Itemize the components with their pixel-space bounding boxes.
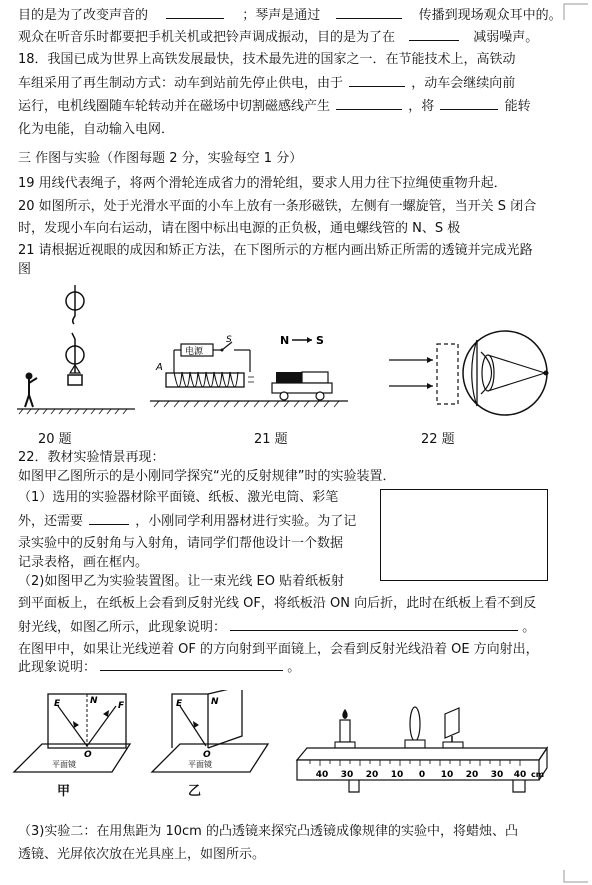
text-line-20: 到平面板上，在纸板上会看到反射光线 OF，将纸板沿 ON 向后折，此时在纸板上看不到反 — [18, 596, 537, 611]
section-heading: 三 作图与实验（作图每题 2 分，实验每空 1 分） — [18, 151, 303, 166]
solenoid-coil — [174, 372, 238, 387]
label-f: F — [118, 701, 125, 711]
caption-yi: 乙 — [188, 784, 202, 799]
label-e: E — [54, 699, 61, 709]
text: 此现象说明： — [18, 660, 97, 675]
label-n: N — [90, 696, 98, 706]
text: 。 — [522, 620, 536, 635]
label-o: O — [203, 750, 211, 760]
scale-label: 30 — [340, 770, 354, 780]
caption-jia: 甲 — [57, 784, 71, 799]
text: 减弱噪声。 — [473, 30, 539, 45]
text: 运行，电机线圈随车轮转动并在磁场中切割磁感线产生 — [18, 99, 331, 114]
point-a-label: A — [156, 362, 163, 373]
mirror-label: 平面镜 — [52, 760, 76, 769]
answer-blank[interactable] — [89, 512, 129, 525]
answer-blank[interactable] — [336, 6, 402, 19]
text-line-23 — [18, 658, 300, 676]
answer-blank[interactable] — [409, 28, 459, 41]
corner-mark-top-right — [560, 0, 592, 22]
answer-blank[interactable] — [349, 74, 405, 87]
text-line-17: 录实验中的反射角与入射角，请同学们帮他设计一个数据 — [18, 536, 344, 551]
data-table-box[interactable] — [380, 489, 548, 581]
question-22-intro: 如图甲乙图所示的是小刚同学探究“光的反射规律”时的实验装置． — [18, 469, 396, 484]
text: 射光线，如图乙所示，此现象说明： — [18, 620, 227, 635]
answer-blank[interactable] — [100, 658, 283, 671]
answer-blank[interactable] — [440, 97, 498, 110]
optical-bench-figure — [295, 700, 560, 800]
text: 车组采用了再生制动方式：动车到站前先停止供电，由于 — [18, 76, 344, 91]
question-22-part3: （3)实验二：在用焦距为 10cm 的凸透镜来探究凸透镜成像规律的实验中，将蜡烛、凸 — [18, 824, 518, 839]
scale-label: 40 — [315, 770, 329, 780]
magnet-n-end — [276, 372, 302, 383]
label-e: E — [176, 699, 183, 709]
mirror-label: 平面镜 — [188, 760, 212, 769]
text: ，动车会继续向前 — [411, 76, 516, 91]
text-line-5 — [18, 97, 531, 115]
pulley-figure — [15, 283, 145, 423]
caption-fig-21: 21 题 — [254, 432, 288, 447]
text-line-21 — [18, 618, 535, 636]
magnet-s-label: S — [316, 334, 324, 347]
question-22-part1: （1）选用的实验器材除平面镜、纸板、激光电筒、彩笔 — [18, 490, 339, 505]
switch-label: S — [226, 335, 232, 345]
question-18: 18．我国已成为世界上高铁发展最快，技术最先进的国家之一．在节能技术上，高铁动 — [18, 52, 516, 67]
question-21: 21 请根据近视眼的成因和矫正方法，在下图所示的方框内画出矫正所需的透镜并完成光路 — [18, 243, 533, 258]
text: 目的是为了改变声音的 — [18, 8, 149, 23]
label-o: O — [84, 750, 92, 760]
scale-label: 30 — [490, 770, 504, 780]
corner-mark-bottom-right — [560, 868, 592, 885]
scale-label: 10 — [390, 770, 404, 780]
question-20: 20 如图所示，处于光滑水平面的小车上放有一条形磁铁，左侧有一螺旋管，当开关 S 闭合 — [18, 199, 537, 214]
candle — [340, 720, 350, 742]
eyeball — [463, 331, 547, 415]
answer-blank[interactable] — [336, 97, 402, 110]
text: ，小刚同学利用器材进行实验。为了记 — [135, 514, 357, 529]
text: 外，还需要 — [18, 514, 84, 529]
text: 观众在听音乐时都要把手机关机或把铃声调成振动，目的是为了在 — [18, 30, 396, 45]
text-line-25: 透镜、光屏依次放在光具座上，如图所示。 — [18, 847, 266, 862]
text-line-22: 在图甲中，如果让光线逆着 OF 的方向射到平面镜上，会看到反射光线沿着 OE 方向射出， — [18, 642, 539, 657]
caption-fig-20: 20 题 — [38, 432, 72, 447]
cart — [272, 383, 332, 393]
magnet-n-label: N — [280, 334, 290, 347]
scale-label: 20 — [465, 770, 479, 780]
text: ；琴声是通过 — [242, 8, 321, 23]
question-22: 22．教材实验情景再现： — [18, 450, 165, 465]
answer-blank[interactable] — [166, 6, 224, 19]
label-n: N — [211, 697, 219, 707]
text-line-4 — [18, 74, 515, 92]
light-screen — [445, 708, 459, 738]
text: 能转 — [504, 99, 531, 114]
question-20-cont: 时，发现小车向右运动，请在图中标出电源的正负极，通电螺线管的 N、S 极 — [18, 221, 461, 236]
eye-figure — [385, 330, 560, 420]
text-line-6: 化为电能，自动输入电网． — [18, 122, 175, 137]
convex-lens — [410, 707, 420, 741]
lens-box — [437, 344, 458, 404]
text: 传播到现场观众耳中的。 — [418, 8, 562, 23]
question-21-cont: 图 — [18, 262, 32, 277]
scale-label: 10 — [440, 770, 454, 780]
mirror-figure-yi — [150, 690, 280, 790]
text-line-18: 记录表格，画在框内。 — [18, 555, 149, 570]
text-line-1 — [18, 6, 562, 24]
magnet-s-end — [302, 372, 328, 383]
scale-unit: cm — [531, 770, 545, 779]
scale-label: 20 — [365, 770, 379, 780]
scale-label: 0 — [418, 770, 426, 780]
mirror-figure-jia — [12, 690, 142, 790]
text: ，将 — [408, 99, 435, 114]
scale-label: 40 — [513, 770, 527, 780]
question-22-part1-cont — [18, 512, 356, 530]
question-22-part2: （2)如图甲乙为实验装置图。让一束光线 EO 贴着纸板射 — [18, 574, 345, 589]
power-label: 电源 — [185, 347, 204, 357]
question-19: 19 用线代表绳子，将两个滑轮连成省力的滑轮组，要求人用力往下拉绳使重物升起． — [18, 176, 507, 191]
caption-fig-22: 22 题 — [421, 432, 455, 447]
bench-top — [297, 748, 547, 760]
solenoid-figure — [150, 330, 360, 415]
text: 。 — [287, 660, 301, 675]
answer-blank[interactable] — [230, 618, 518, 631]
text-line-2 — [18, 28, 538, 46]
